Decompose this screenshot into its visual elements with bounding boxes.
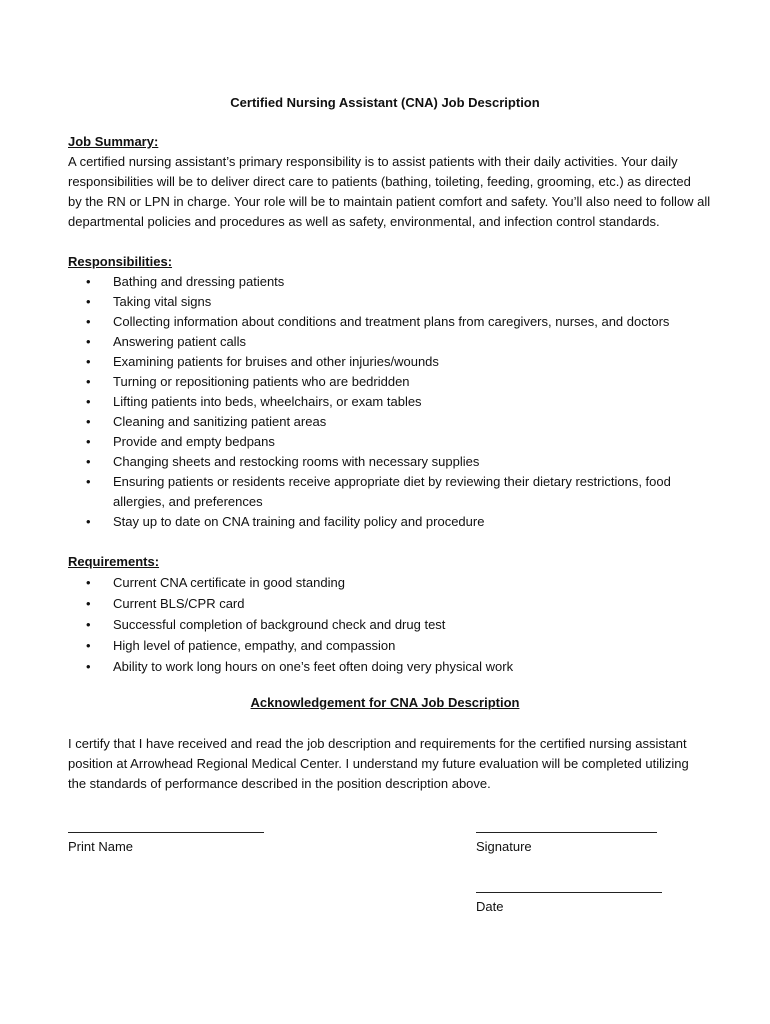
requirements-list — [68, 572, 708, 677]
bullet-icon: • — [86, 414, 91, 429]
list-item: • Bathing and dressing patients — [68, 272, 708, 292]
acknowledgement-line: I certify that I have received and read the job description and requirements for the certified nursing assistant — [68, 736, 687, 751]
document-title: Certified Nursing Assistant (CNA) Job Description — [230, 95, 540, 110]
job-summary-line: responsibilities will be to deliver direct care to patients (bathing, toileting, feeding, grooming, etc.) as directed — [68, 174, 691, 189]
job-summary-heading: Job Summary: — [68, 134, 159, 149]
list-item: • High level of patience, empathy, and compassion — [68, 635, 708, 656]
signature-label: Signature — [476, 839, 532, 854]
list-item: • Provide and empty bedpans — [68, 432, 708, 452]
acknowledgement-heading: Acknowledgement for CNA Job Description — [250, 695, 520, 710]
list-item: • Cleaning and sanitizing patient areas — [68, 412, 708, 432]
print-name-label: Print Name — [68, 839, 134, 854]
bullet-icon: • — [86, 659, 91, 674]
bullet-icon: • — [86, 575, 91, 590]
bullet-icon: • — [86, 638, 91, 653]
list-item: • Stay up to date on CNA training and facility policy and procedure — [68, 512, 708, 532]
bullet-icon: • — [86, 596, 91, 611]
acknowledgement-line: position at Arrowhead Regional Medical Center. I understand my future evaluation will be completed utilizing — [68, 756, 689, 771]
list-item: • Current CNA certificate in good standing — [68, 572, 708, 593]
print-name-line[interactable] — [68, 832, 264, 833]
requirements-heading: Requirements: — [68, 554, 160, 569]
bullet-icon: • — [86, 334, 91, 349]
responsibilities-heading: Responsibilities: — [68, 254, 173, 269]
signature-line[interactable] — [476, 832, 657, 833]
bullet-icon: • — [86, 274, 91, 289]
job-summary-line: by the RN or LPN in charge. Your role will be to maintain patient comfort and safety. You’ll also need to follow all — [68, 194, 711, 209]
list-item: • Taking vital signs — [68, 292, 708, 312]
list-item: • Examining patients for bruises and other injuries/wounds — [68, 352, 708, 372]
bullet-icon: • — [86, 617, 91, 632]
responsibilities-list — [68, 272, 708, 532]
list-item: • Ensuring patients or residents receive appropriate diet by reviewing their dietary restrictions, food allergies, and preferences — [86, 474, 671, 509]
acknowledgement-line: the standards of performance described in the position description above. — [68, 776, 491, 791]
bullet-icon: • — [86, 434, 91, 449]
date-line[interactable] — [476, 892, 662, 893]
job-summary-paragraph — [68, 152, 711, 232]
list-item: • Ability to work long hours on one’s feet often doing very physical work — [68, 656, 708, 677]
bullet-icon: • — [86, 374, 91, 389]
list-item: • Successful completion of background check and drug test — [68, 614, 708, 635]
list-item: • Lifting patients into beds, wheelchairs, or exam tables — [68, 392, 708, 412]
acknowledgement-paragraph — [68, 734, 708, 794]
bullet-icon: • — [86, 294, 91, 309]
list-item: • Changing sheets and restocking rooms with necessary supplies — [68, 452, 708, 472]
list-item: • Collecting information about conditions and treatment plans from caregivers, nurses, and doctors — [68, 312, 708, 332]
bullet-icon: • — [86, 514, 91, 529]
list-item: • Answering patient calls — [68, 332, 708, 352]
bullet-icon: • — [86, 474, 91, 489]
bullet-icon: • — [86, 454, 91, 469]
list-item: • Current BLS/CPR card — [68, 593, 708, 614]
job-summary-line: departmental policies and procedures as well as safety, environmental, and infection control standards. — [68, 214, 660, 229]
job-summary-line: A certified nursing assistant’s primary responsibility is to assist patients with their daily activities. Your daily — [68, 154, 678, 169]
bullet-icon: • — [86, 314, 91, 329]
bullet-icon: • — [86, 394, 91, 409]
bullet-icon: • — [86, 354, 91, 369]
list-item: • Turning or repositioning patients who are bedridden — [68, 372, 708, 392]
date-label: Date — [476, 899, 504, 914]
